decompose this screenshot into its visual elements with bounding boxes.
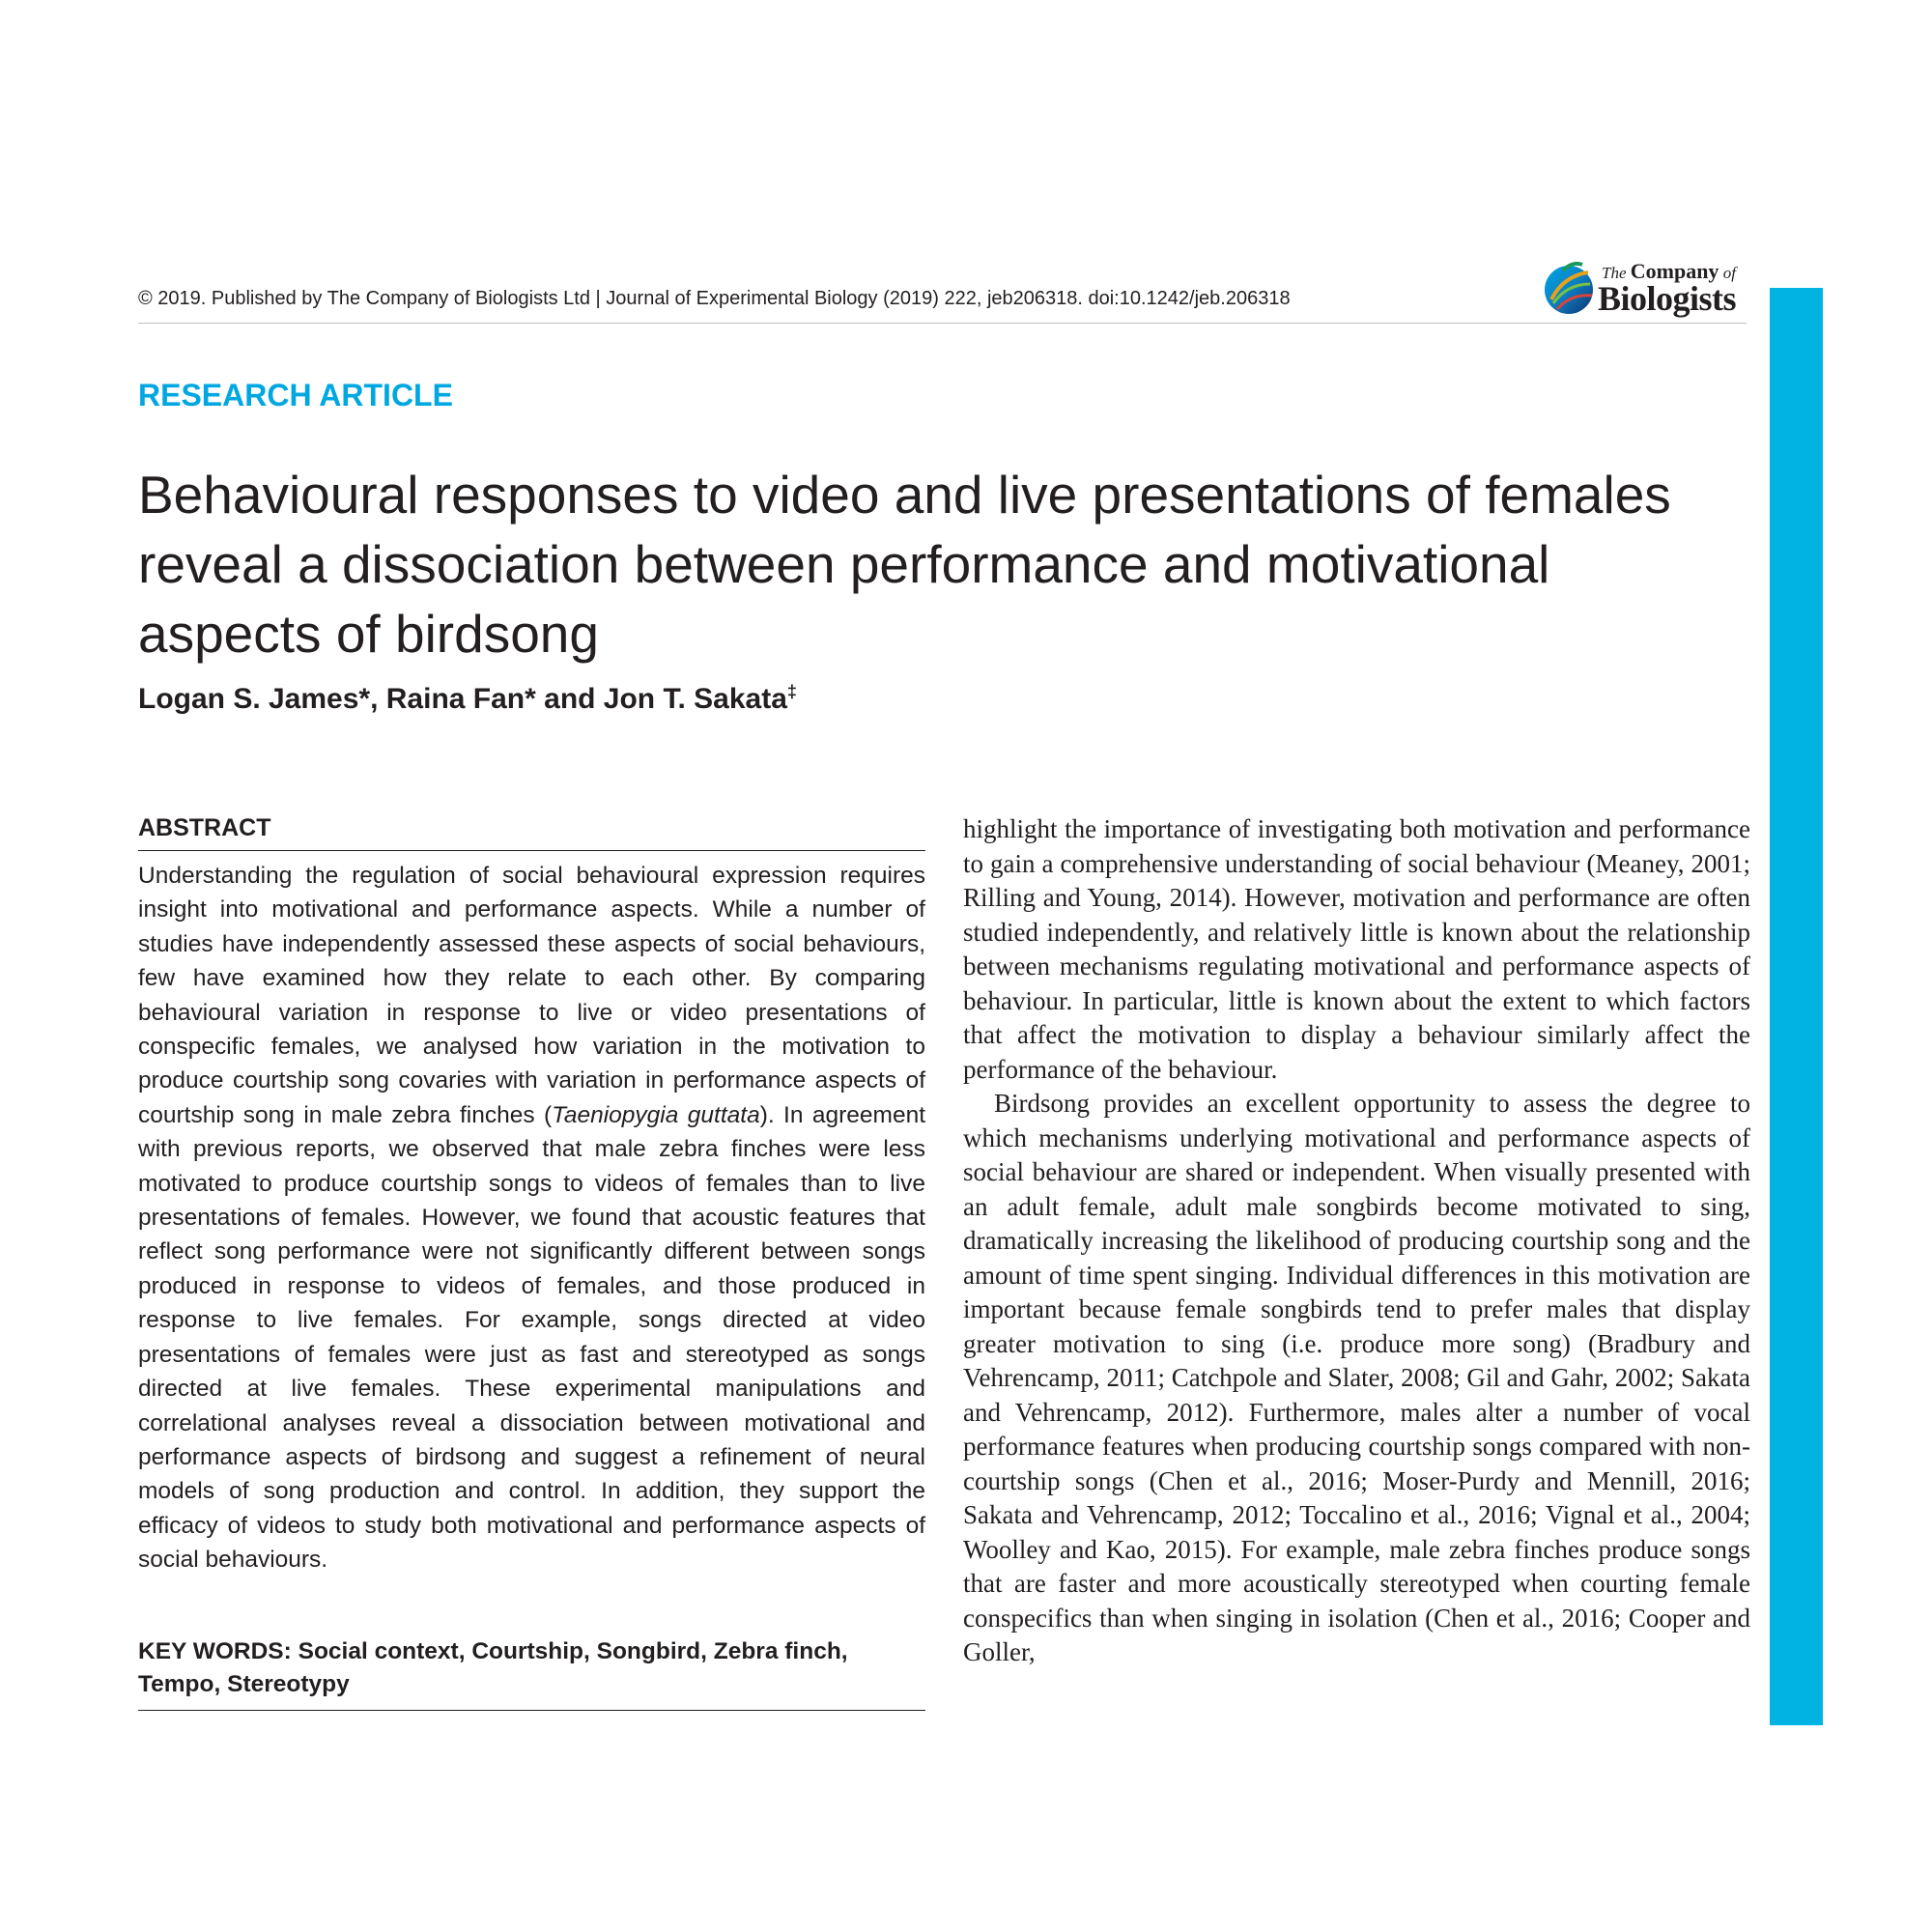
title-line: aspects of birdsong	[138, 604, 599, 664]
abstract-heading: ABSTRACT	[138, 814, 271, 841]
abstract-bottom-rule	[138, 1710, 925, 1711]
logo-text-biologists: Biologists	[1598, 279, 1737, 318]
publisher-logo	[1544, 257, 1748, 321]
corresponding-author-mark: ‡	[786, 682, 797, 701]
intro-column	[963, 812, 1750, 1725]
body-paragraph: highlight the importance of investigating both motivation and performance to gain a comprehensive understanding of social behaviour (Meaney, 2001; Rilling and Young, 2014). However, motivation and performance are often studied independently, and relatively little is known about the relationship between mechanisms regulating motivational and performance aspects of behaviour. In particular, little is known about the extent to which factors that affect the motivation to display a behaviour similarly affect the performance of the behaviour.	[963, 814, 1750, 1084]
article-title	[138, 460, 1761, 668]
body-paragraph: Birdsong provides an excellent opportunity to assess the degree to which mechanisms underlying motivational and performance aspects of social behaviour are shared or independent. When visually presented with an adult female, adult male songbirds become motivated to sing, dramatically increasing the likelihood of producing courtship song and the amount of time spent singing. Individual differences in this motivation are important because female songbirds tend to prefer males that display greater motivation to sing (i.e. produce more song) (Bradbury and Vehrencamp, 2011; Catchpole and Slater, 2008; Gil and Gahr, 2002; Sakata and Vehrencamp, 2012). Furthermore, males alter a number of vocal performance features when producing courtship songs compared with non-courtship songs (Chen et al., 2016; Moser-Purdy and Mennill, 2016; Sakata and Vehrencamp, 2012; Toccalino et al., 2016; Vignal et al., 2004; Woolley and Kao, 2015). For example, male zebra finches produce songs that are faster and more acoustically stereotyped when courting female conspecifics than when singing in isolation (Chen et al., 2016; Cooper and Goller,	[963, 1089, 1750, 1666]
logo-emblem-icon	[1544, 257, 1596, 319]
species-name: Taeniopygia guttata	[552, 1101, 760, 1128]
author-list: Logan S. James*, Raina Fan* and Jon T. Sakata‡	[138, 682, 797, 715]
title-line: reveal a dissociation between performance and motivational	[138, 534, 1550, 594]
abstract-text: Understanding the regulation of social behavioural expression requires insight into motivational and performance aspects. While a number of studies have independently assessed these aspects of social behaviours, few have examined how they relate to each other. By comparing behavioural variation in response to live or video presentations of conspecific females, we analysed how variation in the motivation to produce courtship song covaries with variation in performance aspects of courtship song in male zebra finches (Taeniopygia guttata). In agreement with previous reports, we observed that male zebra finches were less motivated to produce courtship songs to videos of females than to live presentations of females. However, we found that acoustic features that reflect song performance were not significantly different between songs produced in response to videos of females, and those produced in response to live females. For example, songs directed at video presentations of females were just as fast and stereotyped as songs directed at live females. These experimental manipulations and correlational analyses reveal a dissociation between motivational and performance aspects of birdsong and suggest a refinement of neural models of song production and control. In addition, they support the efficacy of videos to study both motivational and performance aspects of social behaviours.	[138, 863, 926, 1574]
header-divider	[138, 323, 1747, 324]
article-type-label: RESEARCH ARTICLE	[138, 378, 453, 412]
keywords: KEY WORDS: Social context, Courtship, Songbird, Zebra finch, Tempo, Stereotypy	[138, 1638, 848, 1697]
accent-side-bar	[1770, 288, 1823, 1725]
logo-text-company: The Company of	[1602, 259, 1736, 283]
journal-citation: © 2019. Published by The Company of Biologists Ltd | Journal of Experimental Biology (2019) 222, jeb206318. doi:10.1242/jeb.206318	[138, 288, 1291, 309]
abstract-top-rule	[138, 850, 925, 851]
title-line: Behavioural responses to video and live presentations of females	[138, 465, 1671, 525]
